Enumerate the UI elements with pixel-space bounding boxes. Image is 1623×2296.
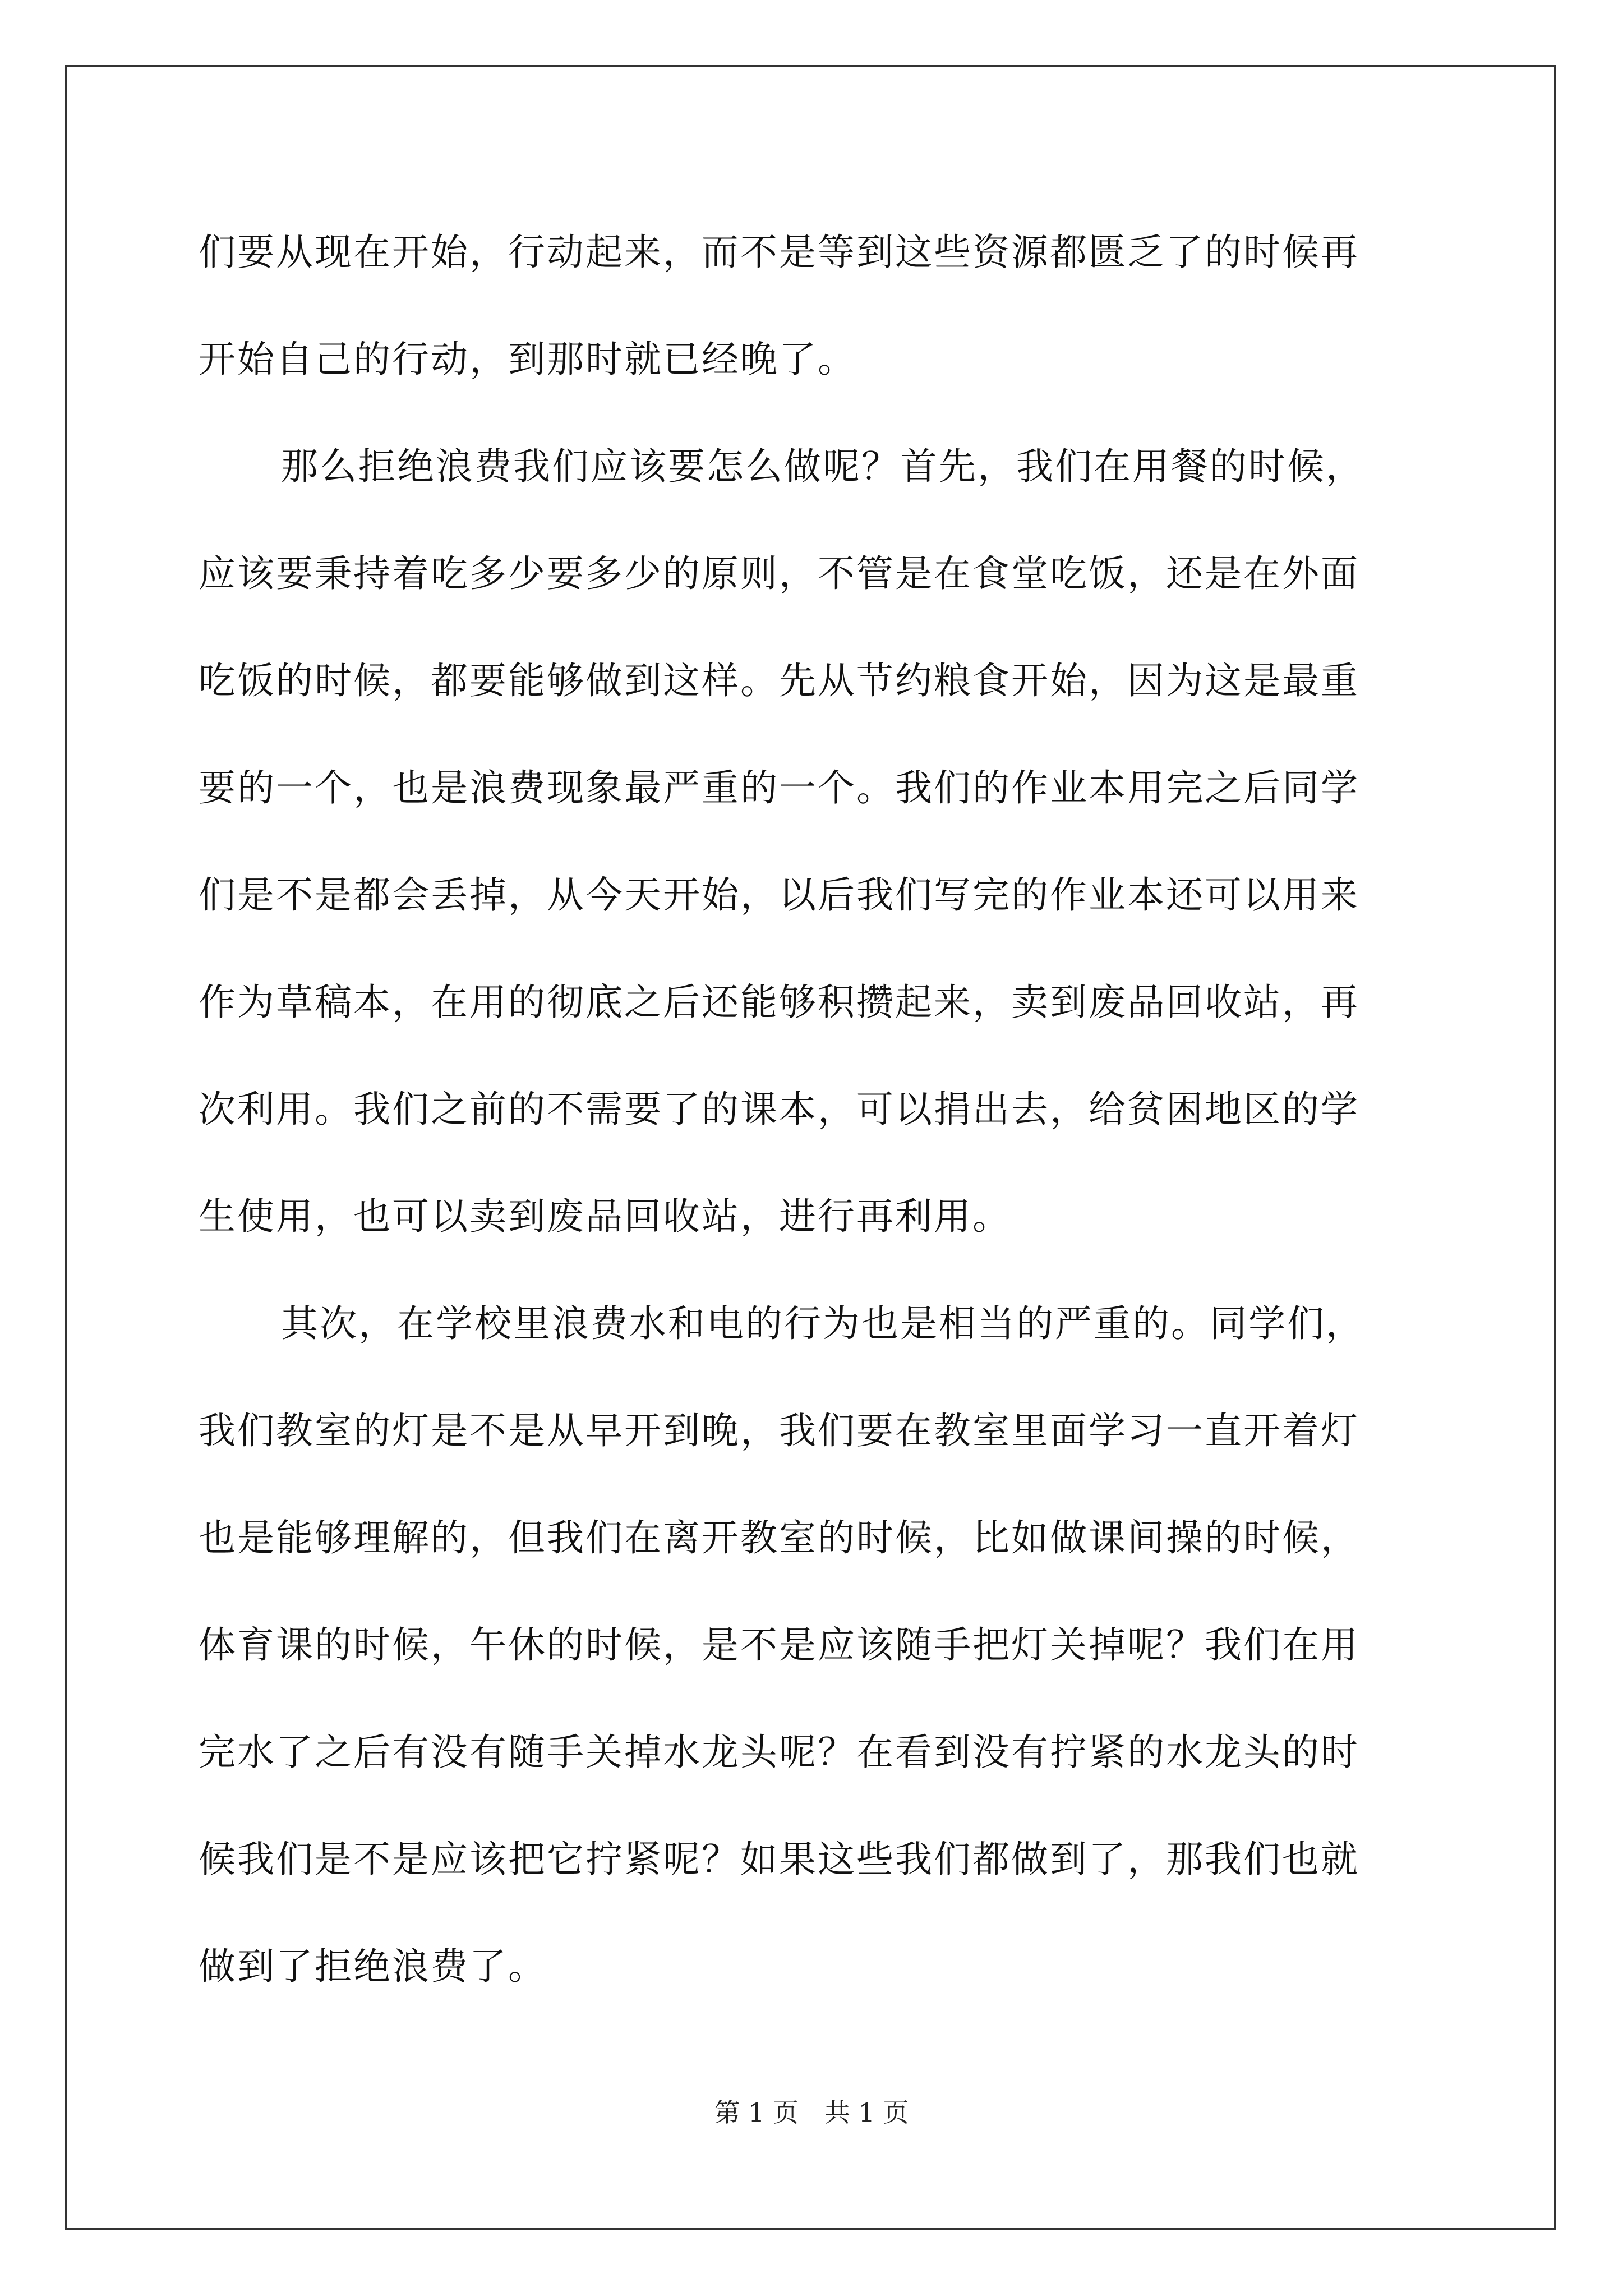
text-line: 生使用，也可以卖到废品回收站，进行再利用。 [199,1195,1011,1238]
paragraph-first-line: 那么拒绝浪费我们应该要怎么做呢？首先，我们在用餐的时候， [281,445,1364,488]
text-line: 次利用。我们之前的不需要了的课本，可以捐出去，给贫困地区的学 [199,1088,1359,1131]
paragraph-first-line: 其次，在学校里浪费水和电的行为也是相当的严重的。同学们， [281,1302,1364,1345]
page-number-footer: 第 1 页 共 1 页 [714,2097,909,2128]
text-line: 我们教室的灯是不是从早开到晚，我们要在教室里面学习一直开着灯 [199,1409,1359,1452]
text-line: 完水了之后有没有随手关掉水龙头呢？在看到没有拧紧的水龙头的时 [199,1731,1359,1774]
text-line: 候我们是不是应该把它拧紧呢？如果这些我们都做到了，那我们也就 [199,1838,1359,1881]
text-line: 作为草稿本，在用的彻底之后还能够积攒起来，卖到废品回收站，再 [199,981,1359,1024]
text-line: 做到了拒绝浪费了。 [199,1945,547,1988]
text-line: 要的一个，也是浪费现象最严重的一个。我们的作业本用完之后同学 [199,766,1359,809]
document-body [199,216,1427,2037]
text-line: 也是能够理解的，但我们在离开教室的时候，比如做课间操的时候， [199,1516,1359,1559]
text-line: 体育课的时候，午休的时候，是不是应该随手把灯关掉呢？我们在用 [199,1623,1359,1667]
text-line: 们是不是都会丢掉，从今天开始，以后我们写完的作业本还可以用来 [199,873,1359,917]
text-line: 们要从现在开始，行动起来，而不是等到这些资源都匮乏了的时候再 [199,231,1359,274]
text-line: 应该要秉持着吃多少要多少的原则，不管是在食堂吃饭，还是在外面 [199,552,1359,595]
text-line: 吃饭的时候，都要能够做到这样。先从节约粮食开始，因为这是最重 [199,659,1359,702]
text-line: 开始自己的行动，到那时就已经晚了。 [199,338,856,381]
